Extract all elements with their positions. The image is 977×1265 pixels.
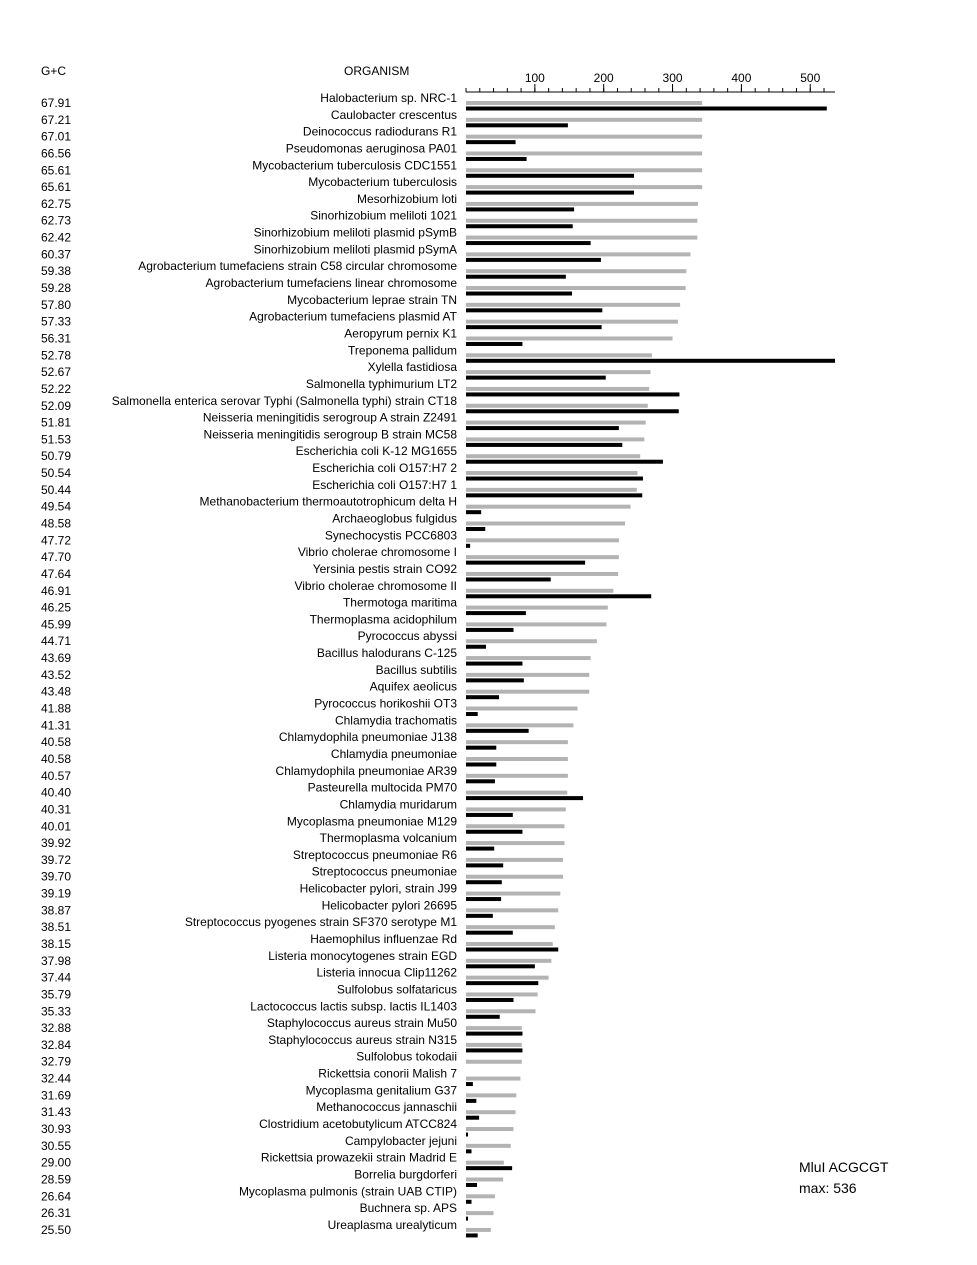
organism-label: Aquifex aeolicus <box>369 679 457 694</box>
x-tick-label: 500 <box>800 71 821 85</box>
organism-label: Borrelia burgdorferi <box>354 1167 457 1182</box>
expected-sites-bar <box>466 118 702 122</box>
expected-sites-bar <box>466 236 697 240</box>
organism-column-header: ORGANISM <box>344 64 410 78</box>
gc-value-label: 47.64 <box>41 566 72 581</box>
observed-sites-bar <box>466 258 601 262</box>
gc-value-label: 56.31 <box>41 331 72 346</box>
organism-label: Caulobacter crescentus <box>330 107 457 122</box>
observed-sites-bar <box>466 275 566 279</box>
observed-sites-bar <box>466 1200 472 1204</box>
organism-label: Streptococcus pneumoniae <box>311 864 457 879</box>
gc-value-label: 65.61 <box>41 180 72 195</box>
organism-label: Vibrio cholerae chromosome I <box>297 545 457 560</box>
observed-sites-bar <box>466 342 522 346</box>
organism-label: Chlamydia pneumoniae <box>330 746 457 761</box>
expected-sites-bar <box>466 454 640 458</box>
organism-label: Streptococcus pneumoniae R6 <box>292 847 457 862</box>
observed-sites-bar <box>466 157 527 161</box>
organism-label: Neisseria meningitidis serogroup A strain Z2491 <box>202 410 457 425</box>
gc-value-label: 51.53 <box>41 432 72 447</box>
gc-value-label: 67.21 <box>41 112 72 127</box>
observed-sites-bar <box>466 241 591 245</box>
observed-sites-bar <box>466 880 502 884</box>
observed-sites-bar <box>466 762 496 766</box>
observed-sites-bar <box>466 863 503 867</box>
gc-value-label: 26.31 <box>41 1206 72 1221</box>
expected-sites-bar <box>466 707 578 711</box>
expected-sites-bar <box>466 723 573 727</box>
expected-sites-bar <box>466 151 702 155</box>
expected-sites-bar <box>466 589 613 593</box>
max-value-label: max: 536 <box>799 1180 857 1196</box>
gc-value-label: 30.93 <box>41 1122 72 1137</box>
gc-value-label: 67.01 <box>41 129 72 144</box>
gc-value-label: 43.48 <box>41 684 72 699</box>
expected-sites-bar <box>466 959 551 963</box>
gc-value-label: 40.01 <box>41 819 72 834</box>
gc-value-label: 25.50 <box>41 1222 72 1237</box>
observed-sites-bar <box>466 695 499 699</box>
expected-sites-bar <box>466 1177 503 1181</box>
organism-label: Methanococcus jannaschii <box>316 1100 457 1115</box>
observed-sites-bar <box>466 510 481 514</box>
expected-sites-bar <box>466 639 597 643</box>
organism-label: Salmonella enterica serovar Typhi (Salmonella typhi) strain CT18 <box>111 393 457 408</box>
observed-sites-bar <box>466 914 493 918</box>
observed-sites-bar <box>466 1233 478 1237</box>
x-tick-label: 100 <box>524 71 545 85</box>
gc-value-label: 52.67 <box>41 365 72 380</box>
organism-label: Rickettsia prowazekii strain Madrid E <box>260 1150 457 1165</box>
expected-sites-bar <box>466 673 589 677</box>
organism-label: Mycoplasma pneumoniae M129 <box>286 814 457 829</box>
organism-label: Synechocystis PCC6803 <box>324 528 457 543</box>
expected-sites-bar <box>466 690 589 694</box>
gc-value-label: 40.31 <box>41 802 72 817</box>
gc-value-label: 45.99 <box>41 617 72 632</box>
observed-sites-bar <box>466 191 634 195</box>
expected-sites-bar <box>466 1211 494 1215</box>
gc-value-label: 50.54 <box>41 466 72 481</box>
organism-label: Escherichia coli K-12 MG1655 <box>295 444 457 459</box>
observed-sites-bar <box>466 847 494 851</box>
expected-sites-bar <box>466 807 566 811</box>
expected-sites-bar <box>466 908 558 912</box>
gc-value-label: 38.15 <box>41 937 72 951</box>
gc-value-label: 38.87 <box>41 903 72 918</box>
expected-sites-bar <box>466 1026 522 1030</box>
gc-value-label: 52.22 <box>41 381 72 396</box>
organism-label: Rickettsia conorii Malish 7 <box>318 1066 457 1081</box>
expected-sites-bar <box>466 538 619 542</box>
enzyme-label: MluI ACGCGT <box>799 1159 889 1175</box>
observed-sites-bar <box>466 1099 476 1103</box>
expected-sites-bar <box>466 437 644 441</box>
expected-sites-bar <box>466 101 702 105</box>
expected-sites-bar <box>466 824 564 828</box>
expected-sites-bar <box>466 925 555 929</box>
expected-sites-bar <box>466 1060 522 1064</box>
expected-sites-bar <box>466 1043 522 1047</box>
gc-value-label: 50.44 <box>41 482 72 497</box>
organism-label: Mycobacterium tuberculosis <box>308 175 457 190</box>
gc-value-label: 66.56 <box>41 146 72 161</box>
gc-value-label: 57.80 <box>41 297 72 312</box>
gc-value-label: 41.88 <box>41 701 72 716</box>
observed-sites-bar <box>466 443 622 447</box>
organism-label: Thermoplasma volcanium <box>319 831 457 846</box>
expected-sites-bar <box>466 353 652 357</box>
organism-label: Salmonella typhimurium LT2 <box>305 376 457 391</box>
gc-value-label: 32.79 <box>41 1054 72 1069</box>
gc-value-label: 40.40 <box>41 785 72 800</box>
gc-value-label: 32.88 <box>41 1021 72 1036</box>
expected-sites-bar <box>466 286 686 290</box>
observed-sites-bar <box>466 1166 512 1170</box>
expected-sites-bar <box>466 892 560 896</box>
organism-label: Xylella fastidiosa <box>367 360 457 375</box>
observed-sites-bar <box>466 544 470 548</box>
observed-sites-bar <box>466 779 495 783</box>
x-tick-label: 200 <box>593 71 614 85</box>
observed-sites-bar <box>466 460 663 464</box>
expected-sites-bar <box>466 219 697 223</box>
expected-sites-bar <box>466 992 538 996</box>
expected-sites-bar <box>466 488 637 492</box>
organism-label: Agrobacterium tumefaciens strain C58 circular chromosome <box>138 259 457 274</box>
gc-value-label: 37.98 <box>41 953 72 968</box>
observed-sites-bar <box>466 813 513 817</box>
organism-label: Deinococcus radiodurans R1 <box>302 124 457 139</box>
gc-value-label: 59.38 <box>41 264 72 279</box>
gc-value-label: 35.33 <box>41 1004 72 1019</box>
gc-value-label: 39.70 <box>41 869 72 884</box>
expected-sites-bar <box>466 875 563 879</box>
gc-value-label: 52.78 <box>41 348 72 363</box>
expected-sites-bar <box>466 572 618 576</box>
organism-label: Pasteurella multocida PM70 <box>307 780 457 795</box>
expected-sites-bar <box>466 841 564 845</box>
observed-sites-bar <box>466 1133 468 1137</box>
gc-value-label: 57.33 <box>41 314 72 329</box>
observed-sites-bar <box>466 140 516 144</box>
expected-sites-bar <box>466 202 698 206</box>
organism-label: Neisseria meningitidis serogroup B strain MC58 <box>203 427 457 442</box>
gc-value-label: 60.37 <box>41 247 72 262</box>
gc-value-label: 43.52 <box>41 667 72 682</box>
gc-value-label: 32.44 <box>41 1071 72 1086</box>
expected-sites-bar <box>466 303 680 307</box>
gc-value-label: 32.84 <box>41 1037 72 1052</box>
organism-label: Streptococcus pyogenes strain SF370 serotype M1 <box>184 915 457 930</box>
observed-sites-bar <box>466 376 606 380</box>
expected-sites-bar <box>466 1077 520 1081</box>
gc-value-label: 39.92 <box>41 836 72 851</box>
organism-label: Bacillus halodurans C-125 <box>316 646 457 661</box>
expected-sites-bar <box>466 1144 511 1148</box>
x-tick-label: 400 <box>731 71 752 85</box>
gc-value-label: 26.64 <box>41 1189 72 1204</box>
expected-sites-bar <box>466 858 563 862</box>
observed-sites-bar <box>466 998 514 1002</box>
organism-label: Escherichia coli O157:H7 2 <box>312 461 457 476</box>
gc-value-label: 31.69 <box>41 1088 72 1103</box>
expected-sites-bar <box>466 791 567 795</box>
organism-label: Helicobacter pylori 26695 <box>321 898 457 913</box>
observed-sites-bar <box>466 493 642 497</box>
organism-label: Chlamydophila pneumoniae AR39 <box>275 763 457 778</box>
expected-sites-bar <box>466 387 649 391</box>
organism-label: Methanobacterium thermoautotrophicum delta H <box>199 494 457 509</box>
expected-sites-bar <box>466 976 549 980</box>
organism-label: Aeropyrum pernix K1 <box>344 326 457 341</box>
organism-label: Sulfolobus solfataricus <box>336 982 457 997</box>
organism-label: Thermotoga maritima <box>342 595 457 610</box>
gc-value-label: 31.43 <box>41 1105 72 1120</box>
observed-sites-bar <box>466 325 602 329</box>
organism-label: Vibrio cholerae chromosome II <box>294 578 457 593</box>
observed-sites-bar <box>466 964 535 968</box>
expected-sites-bar <box>466 606 608 610</box>
observed-sites-bar <box>466 796 583 800</box>
observed-sites-bar <box>466 931 513 935</box>
gc-value-label: 48.58 <box>41 516 72 531</box>
organism-label: Chlamydia muridarum <box>339 797 457 812</box>
organism-label: Sinorhizobium meliloti plasmid pSymA <box>253 242 457 257</box>
expected-sites-bar <box>466 505 631 509</box>
observed-sites-bar <box>466 477 643 481</box>
gc-value-label: 35.79 <box>41 987 72 1002</box>
organism-label: Staphylococcus aureus strain Mu50 <box>266 1016 457 1031</box>
observed-sites-bar <box>466 107 827 111</box>
gc-value-label: 65.61 <box>41 163 72 178</box>
organism-label: Sulfolobus tokodaii <box>356 1049 457 1064</box>
observed-sites-bar <box>466 561 585 565</box>
expected-sites-bar <box>466 185 702 189</box>
observed-sites-bar <box>466 1217 468 1221</box>
gc-value-label: 43.69 <box>41 651 72 666</box>
gc-value-label: 59.28 <box>41 281 72 296</box>
expected-sites-bar <box>466 135 702 139</box>
observed-sites-bar <box>466 897 501 901</box>
gc-value-label: 67.91 <box>41 96 72 110</box>
expected-sites-bar <box>466 555 619 559</box>
expected-sites-bar <box>466 1228 491 1232</box>
organism-label: Chlamydophila pneumoniae J138 <box>278 730 457 745</box>
expected-sites-bar <box>466 1110 516 1114</box>
gc-value-label: 40.57 <box>41 768 72 783</box>
observed-sites-bar <box>466 662 522 666</box>
observed-sites-bar <box>466 292 572 296</box>
organism-label: Thermoplasma acidophilum <box>309 612 457 627</box>
observed-sites-bar <box>466 359 835 363</box>
organism-label: Chlamydia trachomatis <box>334 713 457 728</box>
gc-value-label: 47.70 <box>41 550 72 565</box>
gc-value-label: 50.79 <box>41 449 72 464</box>
organism-label: Lactococcus lactis subsp. lactis IL1403 <box>250 999 457 1014</box>
organism-label: Clostridium acetobutylicum ATCC824 <box>259 1117 457 1132</box>
expected-sites-bar <box>466 421 646 425</box>
gc-value-label: 37.44 <box>41 970 72 985</box>
gc-value-label: 41.31 <box>41 718 72 733</box>
expected-sites-bar <box>466 522 625 526</box>
gc-value-label: 62.73 <box>41 213 72 228</box>
observed-sites-bar <box>466 645 486 649</box>
organism-label: Agrobacterium tumefaciens linear chromosome <box>205 276 457 291</box>
expected-sites-bar <box>466 622 606 626</box>
gc-value-label: 44.71 <box>41 634 72 649</box>
observed-sites-bar <box>466 123 568 127</box>
observed-sites-bar <box>466 1149 472 1153</box>
organism-label: Agrobacterium tumefaciens plasmid AT <box>249 309 457 324</box>
observed-sites-bar <box>466 426 619 430</box>
observed-sites-bar <box>466 1183 477 1187</box>
organism-label: Ureaplasma urealyticum <box>327 1217 457 1232</box>
expected-sites-bar <box>466 1161 504 1165</box>
gc-value-label: 40.58 <box>41 751 72 766</box>
observed-sites-bar <box>466 1032 522 1036</box>
expected-sites-bar <box>466 1127 514 1131</box>
organism-label: Halobacterium sp. NRC-1 <box>320 91 457 105</box>
expected-sites-bar <box>466 252 690 256</box>
organism-label: Yersinia pestis strain CO92 <box>312 561 457 576</box>
observed-sites-bar <box>466 1082 473 1086</box>
organism-label: Helicobacter pylori, strain J99 <box>299 881 457 896</box>
expected-sites-bar <box>466 471 637 475</box>
organism-label: Mesorhizobium loti <box>356 191 457 206</box>
gc-value-label: 29.00 <box>41 1155 72 1170</box>
organism-label: Listeria monocytogenes strain EGD <box>268 948 457 963</box>
expected-sites-bar <box>466 168 702 172</box>
organism-label: Haemophilus influenzae Rd <box>310 932 457 946</box>
gc-value-label: 46.25 <box>41 600 72 615</box>
organism-label: Mycoplasma pulmonis (strain UAB CTIP) <box>238 1184 457 1199</box>
observed-sites-bar <box>466 1048 522 1052</box>
gc-value-label: 40.58 <box>41 735 72 750</box>
observed-sites-bar <box>466 224 573 228</box>
observed-sites-bar <box>466 527 485 531</box>
observed-sites-bar <box>466 712 478 716</box>
gc-value-label: 46.91 <box>41 583 72 598</box>
observed-sites-bar <box>466 392 679 396</box>
expected-sites-bar <box>466 1194 495 1198</box>
organism-label: Sinorhizobium meliloti plasmid pSymB <box>253 225 457 240</box>
expected-sites-bar <box>466 404 648 408</box>
organism-label: Mycobacterium leprae strain TN <box>287 292 457 307</box>
organism-label: Pseudomonas aeruginosa PA01 <box>285 141 457 156</box>
observed-sites-bar <box>466 948 558 952</box>
observed-sites-bar <box>466 174 634 178</box>
gc-value-label: 39.19 <box>41 886 72 901</box>
observed-sites-bar <box>466 830 522 834</box>
organism-label: Buchnera sp. APS <box>359 1201 457 1216</box>
gc-value-label: 62.75 <box>41 196 72 211</box>
expected-sites-bar <box>466 740 568 744</box>
organism-label: Archaeoglobus fulgidus <box>332 511 457 526</box>
observed-sites-bar <box>466 409 679 413</box>
expected-sites-bar <box>466 320 678 324</box>
observed-sites-bar <box>466 308 602 312</box>
expected-sites-bar <box>466 336 673 340</box>
gc-value-label: 28.59 <box>41 1172 72 1187</box>
gc-value-label: 39.72 <box>41 852 72 867</box>
organism-label: Staphylococcus aureus strain N315 <box>268 1032 457 1047</box>
observed-sites-bar <box>466 746 496 750</box>
expected-sites-bar <box>466 269 686 273</box>
organism-label: Listeria innocua Clip11262 <box>316 965 457 980</box>
expected-sites-bar <box>466 370 651 374</box>
gc-value-label: 30.55 <box>41 1138 72 1153</box>
observed-sites-bar <box>466 729 529 733</box>
expected-sites-bar <box>466 774 568 778</box>
expected-sites-bar <box>466 757 568 761</box>
expected-sites-bar <box>466 656 591 660</box>
organism-label: Campylobacter jejuni <box>344 1133 457 1148</box>
gc-value-label: 62.42 <box>41 230 72 245</box>
organism-label: Pyrococcus horikoshii OT3 <box>314 696 457 711</box>
organism-label: Sinorhizobium meliloti 1021 <box>310 208 457 223</box>
observed-sites-bar <box>466 678 524 682</box>
gc-column-header: G+C <box>41 64 67 78</box>
organism-label: Bacillus subtilis <box>375 662 457 677</box>
observed-sites-bar <box>466 611 526 615</box>
observed-sites-bar <box>466 594 651 598</box>
gc-value-label: 49.54 <box>41 499 72 514</box>
observed-sites-bar <box>466 207 574 211</box>
gc-value-label: 38.51 <box>41 920 72 935</box>
organism-label: Treponema pallidum <box>348 343 457 358</box>
organism-label: Mycoplasma genitalium G37 <box>305 1083 457 1098</box>
organism-label: Mycobacterium tuberculosis CDC1551 <box>252 158 457 173</box>
observed-sites-bar <box>466 577 551 581</box>
observed-sites-bar <box>466 628 514 632</box>
observed-sites-bar <box>466 1015 500 1019</box>
organism-label: Pyrococcus abyssi <box>357 629 457 644</box>
gc-value-label: 52.09 <box>41 398 72 413</box>
observed-sites-bar <box>466 1116 479 1120</box>
expected-sites-bar <box>466 1009 536 1013</box>
gc-value-label: 51.81 <box>41 415 72 430</box>
expected-sites-bar <box>466 1093 516 1097</box>
expected-sites-bar <box>466 942 553 946</box>
x-tick-label: 300 <box>662 71 683 85</box>
observed-sites-bar <box>466 981 538 985</box>
gc-value-label: 47.72 <box>41 533 72 548</box>
organism-label: Escherichia coli O157:H7 1 <box>312 477 457 492</box>
